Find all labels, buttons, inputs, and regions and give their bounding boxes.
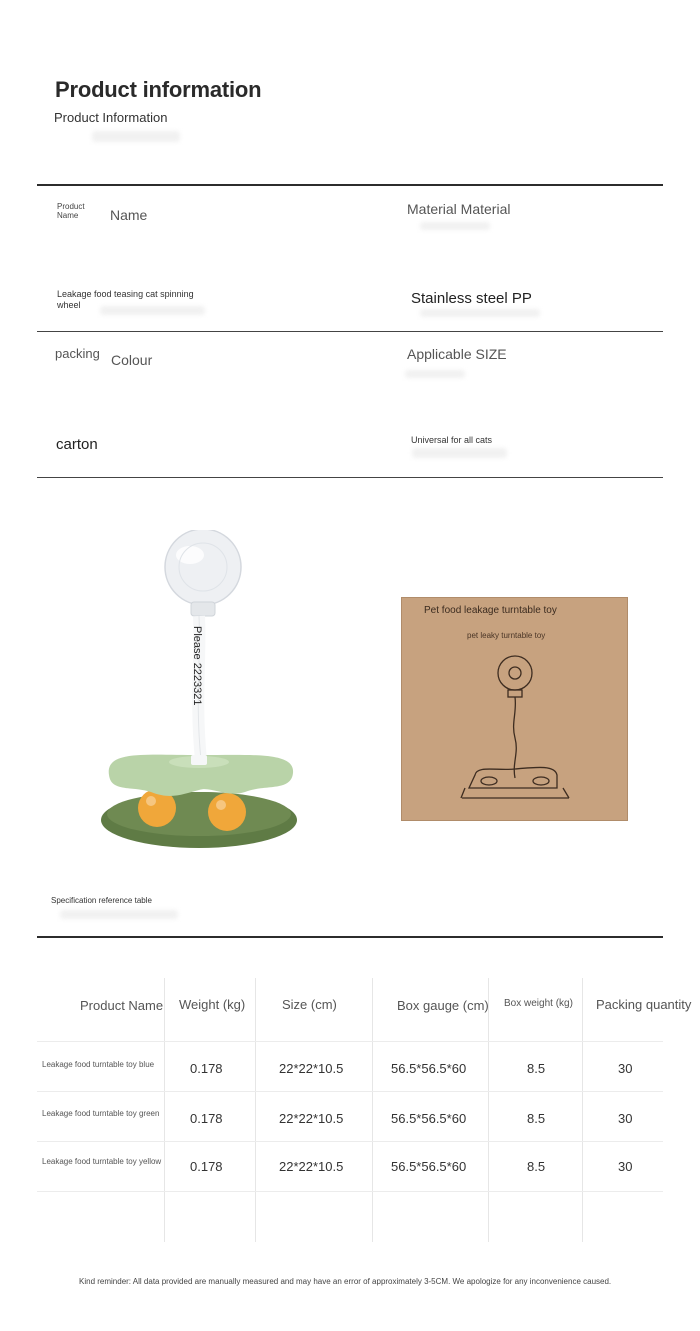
row-product-name: Leakage food turntable toy green [42, 1109, 160, 1118]
faded-text-placeholder [420, 222, 490, 230]
column-divider [372, 978, 373, 1242]
section-divider [37, 477, 663, 478]
column-divider [164, 978, 165, 1242]
colour-label: Colour [111, 352, 153, 368]
page-title: Product information [55, 77, 262, 102]
stick-label: Please 2223321 [191, 626, 203, 706]
spec-caption: Specification reference table [51, 896, 152, 905]
row-box-gauge: 56.5*56.5*60 [391, 1111, 467, 1126]
faded-text-placeholder [100, 306, 205, 315]
product-image [95, 530, 315, 860]
row-product-name: Leakage food turntable toy yellow [42, 1157, 162, 1166]
column-divider [255, 978, 256, 1242]
column-divider [488, 978, 489, 1242]
header-weight: Weight (kg) [179, 997, 246, 1012]
material-label: Material Material [407, 201, 511, 217]
row-box-weight: 8.5 [527, 1111, 546, 1126]
product-name-label: Name [110, 207, 148, 223]
row-size: 22*22*10.5 [279, 1159, 344, 1174]
row-size: 22*22*10.5 [279, 1061, 344, 1076]
box-subtitle: pet leaky turntable toy [467, 631, 546, 640]
row-box-gauge: 56.5*56.5*60 [391, 1061, 467, 1076]
header-box-weight: Box weight (kg) [504, 998, 573, 1009]
spec-table [37, 978, 692, 1242]
packing-label: packing [55, 346, 100, 361]
material-value: Stainless steel PP [411, 290, 532, 307]
row-divider [37, 1091, 663, 1092]
row-weight: 0.178 [190, 1159, 223, 1174]
kind-reminder: Kind reminder: All data provided are manually measured and may have an error of approximately 3-5CM. We apologize for any inconvenience caused. [79, 1277, 612, 1286]
size-value: Universal for all cats [411, 435, 493, 445]
column-divider [582, 978, 583, 1242]
header-box-gauge: Box gauge (cm) [397, 998, 489, 1013]
row-box-gauge: 56.5*56.5*60 [391, 1159, 467, 1174]
header-packing-quantity: Packing quantity [596, 997, 692, 1012]
row-divider [37, 1191, 663, 1192]
product-name-value: Leakage food teasing cat spinning wheel [57, 289, 194, 310]
row-packing-quantity: 30 [618, 1061, 633, 1076]
header-product-name: Product Name [80, 998, 164, 1013]
toy-line-drawing [457, 653, 577, 813]
product-name-label-small: Product Name [57, 202, 85, 220]
faded-text-placeholder [412, 448, 507, 458]
faded-text-placeholder [92, 131, 180, 142]
row-box-weight: 8.5 [527, 1159, 546, 1174]
row-product-name: Leakage food turntable toy blue [42, 1060, 155, 1069]
row-size: 22*22*10.5 [279, 1111, 344, 1126]
row-weight: 0.178 [190, 1061, 223, 1076]
row-weight: 0.178 [190, 1111, 223, 1126]
section-divider [37, 936, 663, 938]
packing-value: carton [56, 436, 98, 453]
faded-text-placeholder [405, 370, 465, 378]
row-divider [37, 1041, 663, 1042]
row-divider [37, 1141, 663, 1142]
box-title: Pet food leakage turntable toy [424, 605, 557, 616]
header-size: Size (cm) [282, 997, 337, 1012]
faded-text-placeholder [60, 910, 178, 919]
size-label: Applicable SIZE [407, 346, 507, 362]
section-divider [37, 331, 663, 332]
page-subtitle: Product Information [54, 110, 168, 125]
faded-text-placeholder [420, 309, 540, 317]
section-divider [37, 184, 663, 186]
row-packing-quantity: 30 [618, 1111, 633, 1126]
row-packing-quantity: 30 [618, 1159, 633, 1174]
row-box-weight: 8.5 [527, 1061, 546, 1076]
box-image [401, 597, 628, 821]
